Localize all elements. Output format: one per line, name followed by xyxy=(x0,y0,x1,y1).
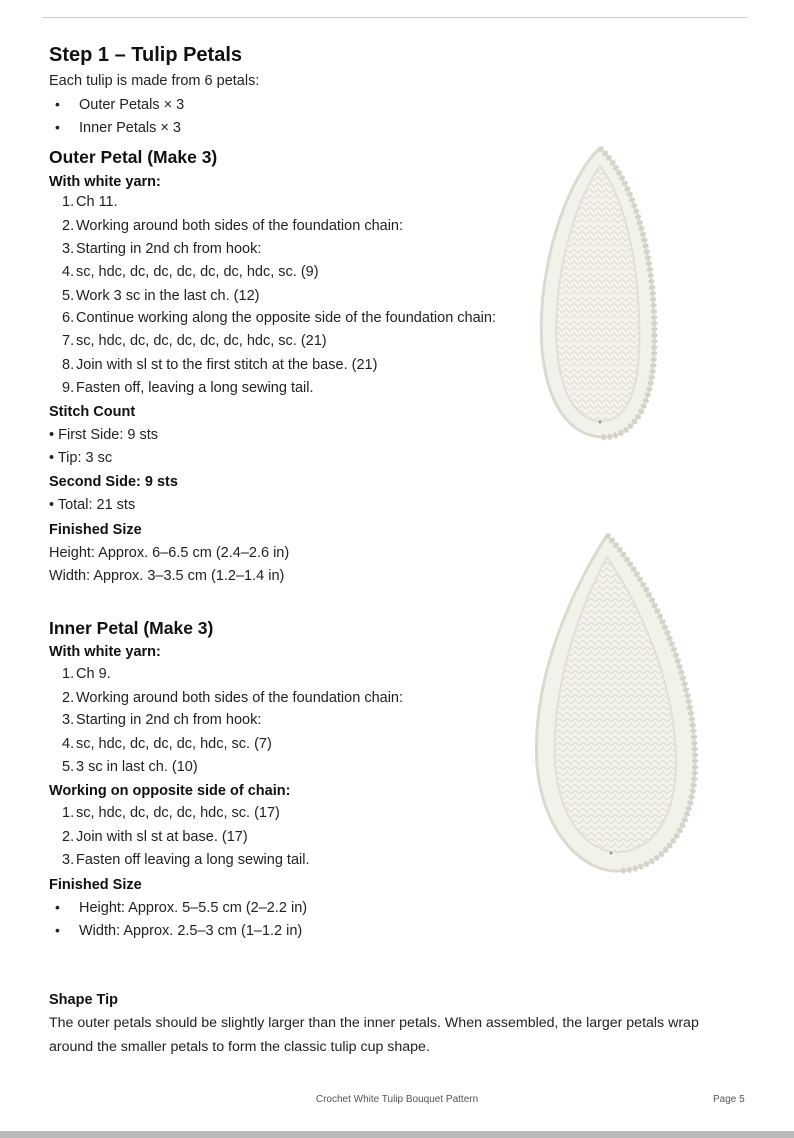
inner-yarn-label: With white yarn: xyxy=(49,644,161,660)
outer-step: 9. Fasten off, leaving a long sewing tail. xyxy=(62,380,314,396)
outer-step: 6. Continue working along the opposite side of the foundation chain: xyxy=(62,310,496,326)
opposite-step: 1. sc, hdc, dc, dc, dc, hdc, sc. (17) xyxy=(62,805,280,821)
inner-petal-image xyxy=(515,525,710,880)
inner-finished-item: • Height: Approx. 5–5.5 cm (2–2.2 in) xyxy=(55,900,307,917)
page-number: Page 5 xyxy=(713,1094,745,1105)
inner-step: 4. sc, hdc, dc, dc, dc, hdc, sc. (7) xyxy=(62,736,272,752)
inner-finished-item: • Width: Approx. 2.5–3 cm (1–1.2 in) xyxy=(55,923,302,940)
opposite-step: 2. Join with sl st at base. (17) xyxy=(62,829,248,845)
inner-finished-heading: Finished Size xyxy=(49,877,142,893)
inner-petal-heading: Inner Petal (Make 3) xyxy=(49,618,214,638)
second-side-label: Second Side: 9 sts xyxy=(49,474,178,490)
outer-step: 7. sc, hdc, dc, dc, dc, dc, dc, hdc, sc. (21) xyxy=(62,333,327,349)
page-title: Step 1 – Tulip Petals xyxy=(49,44,243,66)
inner-step: 1. Ch 9. xyxy=(62,666,111,682)
opposite-step: 3. Fasten off leaving a long sewing tail. xyxy=(62,852,310,868)
outer-step: 3. Starting in 2nd ch from hook: xyxy=(62,241,262,257)
inner-step: 3. Starting in 2nd ch from hook: xyxy=(62,712,262,728)
outer-step: 1. Ch 11. xyxy=(62,194,118,210)
top-rule xyxy=(42,17,748,18)
stitch-count-item: • Total: 21 sts xyxy=(49,498,135,514)
footer-title: Crochet White Tulip Bouquet Pattern xyxy=(315,1094,479,1105)
outer-petal-heading: Outer Petal (Make 3) xyxy=(49,147,218,167)
inner-step: 2. Working around both sides of the foundation chain: xyxy=(62,690,404,706)
stitch-count-item: • Tip: 3 sc xyxy=(49,451,112,467)
outer-step: 4. sc, hdc, dc, dc, dc, dc, dc, hdc, sc. (9) xyxy=(62,264,319,280)
outer-height: Height: Approx. 6–6.5 cm (2.4–2.6 in) xyxy=(49,545,290,561)
shape-tip-line: The outer petals should be slightly larger than the inner petals. When assembled, the larger petals wrap xyxy=(49,1015,699,1031)
opposite-side-heading: Working on opposite side of chain: xyxy=(49,783,291,799)
outer-step: 5. Work 3 sc in the last ch. (12) xyxy=(62,288,260,304)
intro-item: • Inner Petals × 3 xyxy=(55,120,181,137)
shape-tip-line: around the smaller petals to form the classic tulip cup shape. xyxy=(49,1039,430,1055)
stitch-count-item: • First Side: 9 sts xyxy=(49,428,158,444)
outer-width: Width: Approx. 3–3.5 cm (1.2–1.4 in) xyxy=(49,568,285,584)
stitch-count-heading: Stitch Count xyxy=(49,404,136,420)
outer-step: 8. Join with sl st to the first stitch at the base. (21) xyxy=(62,357,378,373)
bottom-bar xyxy=(0,1131,794,1138)
inner-step: 5. 3 sc in last ch. (10) xyxy=(62,759,198,775)
intro-item: • Outer Petals × 3 xyxy=(55,97,184,114)
outer-petal-image xyxy=(522,140,672,445)
intro-text: Each tulip is made from 6 petals: xyxy=(49,73,260,89)
outer-finished-heading: Finished Size xyxy=(49,522,142,538)
outer-step: 2. Working around both sides of the foundation chain: xyxy=(62,218,404,234)
outer-yarn-label: With white yarn: xyxy=(49,174,161,190)
shape-tip-heading: Shape Tip xyxy=(49,992,119,1008)
